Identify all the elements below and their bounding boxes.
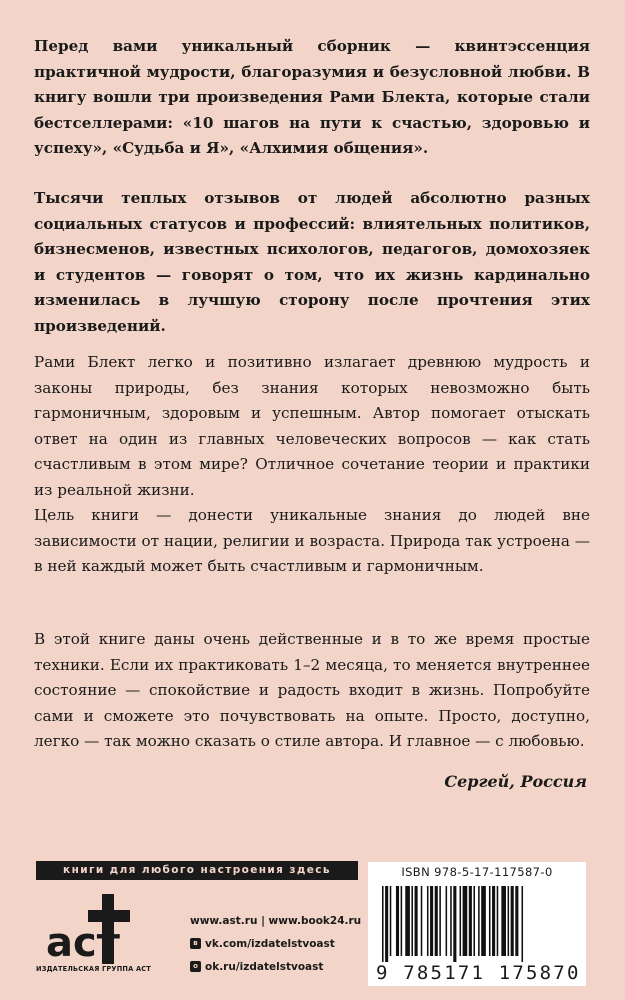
isbn-number: ISBN 978-5-17-117587-0 [401,865,553,879]
ok-icon: о [190,961,201,972]
intro-paragraph: Перед вами уникальный сборник — квинтэссенция практичной мудрости, благоразумия и безусловной любви. В книгу вошли три произведения Рами Блекта, которые стали бестселлерами: «10 шагов на пути к счастью, здоровью и успеху», «Судьба и Я», «Алхимия общения». [34,37,590,157]
barcode-bar [415,886,418,956]
barcode-bar [511,886,514,956]
barcode-bar [469,886,472,956]
websites-row [190,909,361,932]
slogan-banner: книги для любого настроения здесь [36,861,358,880]
barcode-area [368,862,586,986]
vk-row [190,932,361,955]
barcode-bar [405,886,410,956]
barcode-bar [508,886,510,956]
barcode-bar [460,886,462,956]
barcode-bar [439,886,441,956]
barcode-bar [382,886,384,962]
barcode-icon [382,886,574,962]
author-description-paragraph: Рами Блект легко и позитивно излагает древнюю мудрость и законы природы, без знания которых невозможно быть гармоничным, здоровым и успешным. Автор помогает отыскать ответ на один из главных человеческих вопросов — как стать счастливым в этом мире? Отличное сочетание теории и практики из реальной жизни. [34,353,590,499]
publisher-links [190,909,361,978]
barcode-bar [421,886,423,956]
barcode-digits: 9 785171 175870 [376,962,581,984]
barcode-bar [501,886,506,956]
ok-link[interactable]: ok.ru/izdatelstvoast [205,960,324,973]
logo-lettering: аст [46,920,120,966]
barcode-bar [435,886,438,956]
websites-link[interactable]: www.ast.ru | www.book24.ru [190,914,362,927]
barcode-bar [515,886,518,956]
barcode-bar [446,886,448,956]
vk-icon: в [190,938,201,949]
barcode-bar [522,886,524,962]
barcode-bar [478,886,480,956]
barcode-bar [385,886,388,962]
barcode-bar [430,886,433,956]
barcode-bar [390,886,392,956]
barcode-bar [427,886,429,956]
ok-row [190,955,361,978]
publisher-label: ИЗДАТЕЛЬСКАЯ ГРУППА АСТ [36,965,151,973]
vk-link[interactable]: vk.com/izdatelstvoast [205,937,335,950]
barcode-bar [463,886,468,956]
review-signature: Сергей, Россия [444,772,587,791]
book-goal-paragraph: Цель книги — донести уникальные знания до людей вне зависимости от нации, религии и возраста. Природа так устроена — в ней каждый может быть счастливым и гармоничным. [34,506,590,575]
barcode-bar [497,886,499,956]
barcode-bar [492,886,495,956]
barcode-bar [401,886,403,956]
barcode-bar [481,886,486,956]
barcode-bar [450,886,452,956]
barcode-bar [473,886,475,956]
barcode-bar [411,886,413,956]
testimonials-paragraph: Тысячи теплых отзывов от людей абсолютно разных социальных статусов и профессий: влиятельных политиков, бизнесменов, известных психологов, педагогов, домохозяек и студентов — говорят о том, что их жизнь кардинально изменилась в лучшую сторону после прочтения этих произведений. [34,189,590,335]
barcode-bar [489,886,491,956]
review-paragraph: В этой книге даны очень действенные и в то же время простые техники. Если их практиковать 1–2 месяца, то меняется внутреннее состояние — спокойствие и радость входит в жизнь. Попробуйте сами и сможете это почувствовать на опыте. Просто, доступно, легко — так можно сказать о стиле автора. И главное — с любовью. [34,630,590,750]
barcode-bar [453,886,456,962]
barcode-bar [396,886,399,956]
